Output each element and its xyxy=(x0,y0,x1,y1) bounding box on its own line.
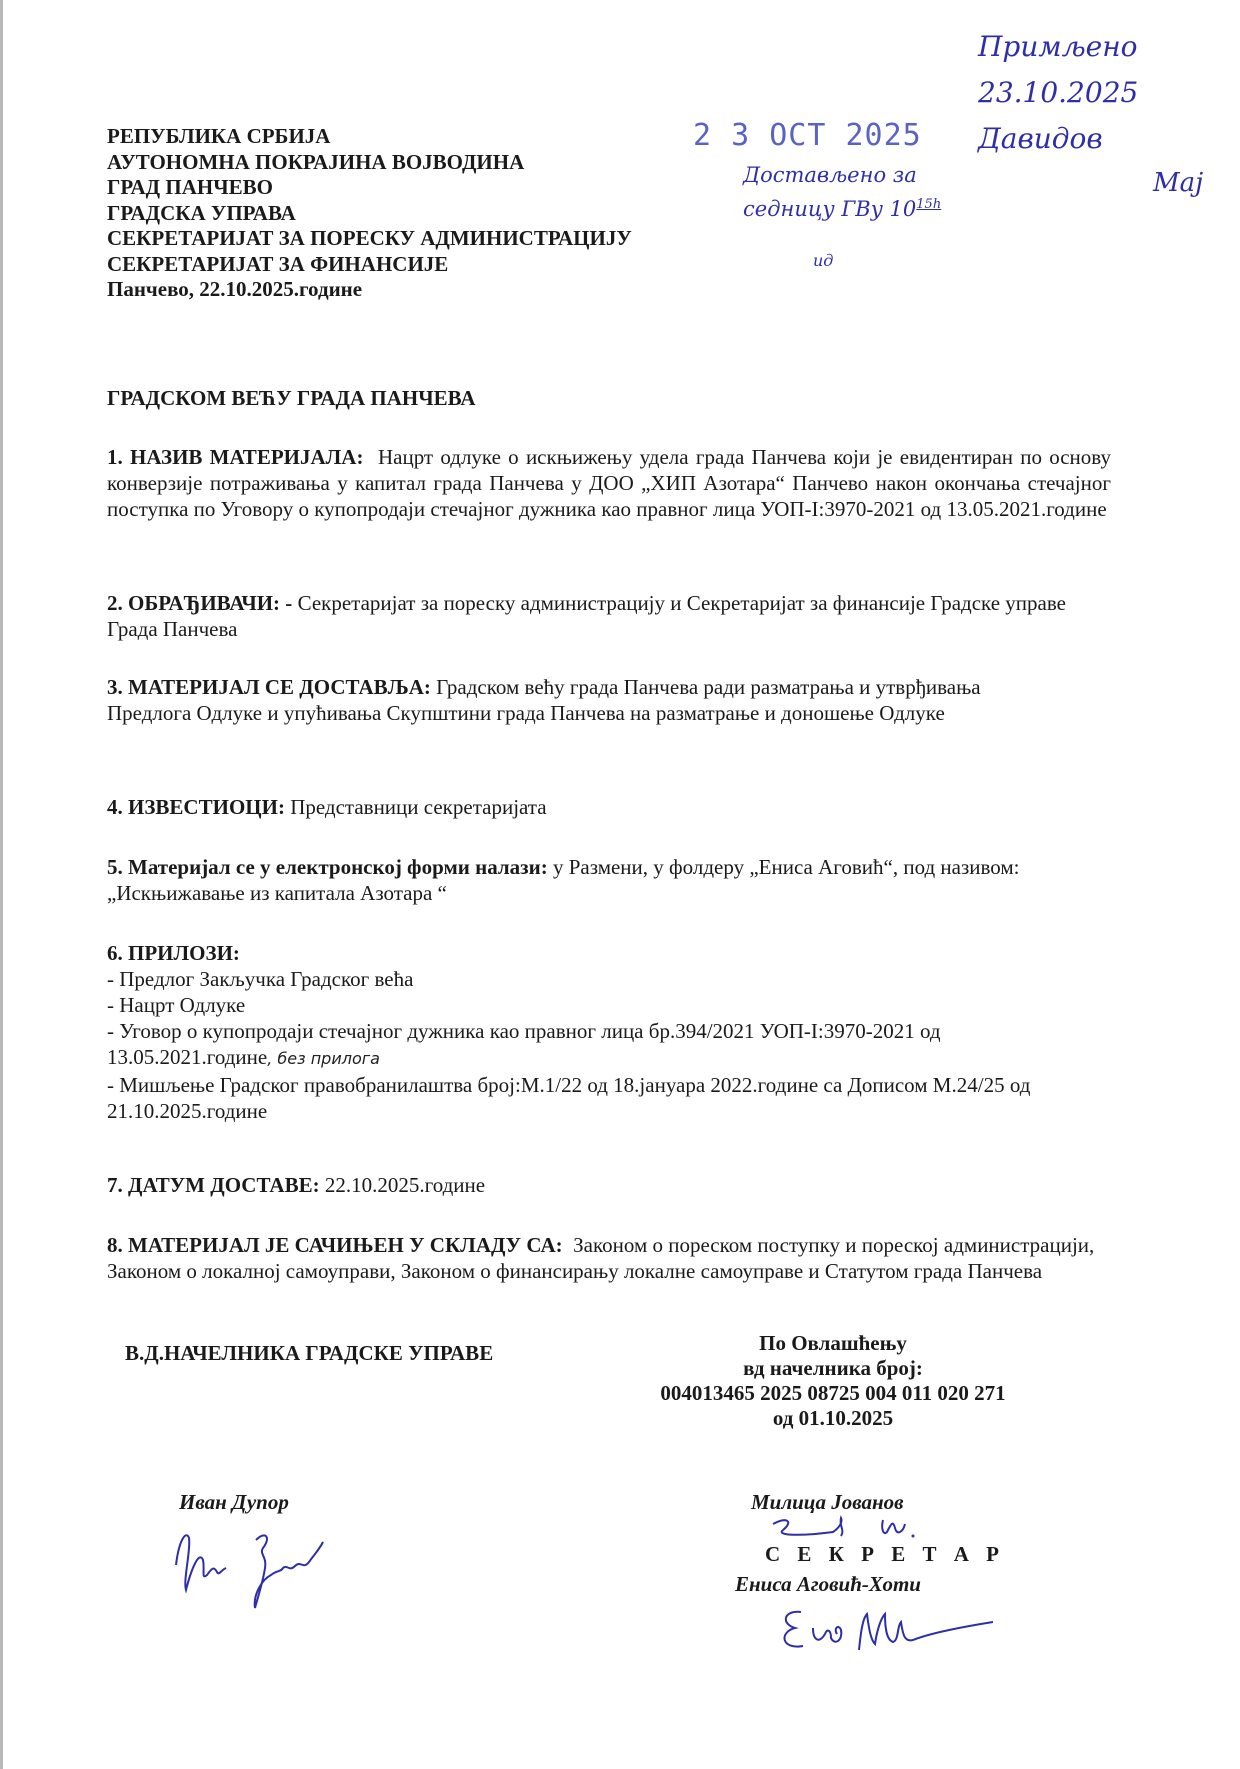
secretary-name: Ениса Аговић-Хоти xyxy=(735,1572,921,1596)
section-reporters xyxy=(107,794,1111,820)
handwritten-note-line-1: Достављено за xyxy=(743,163,917,187)
header-line-city: ГРАД ПАНЧЕВО xyxy=(107,175,273,199)
header-line-place-date: Панчево, 22.10.2025.године xyxy=(107,277,363,301)
header-line-finance-secretariat: СЕКРЕТАРИЈАТ ЗА ФИНАНСИЈЕ xyxy=(107,251,449,276)
header-line-country: РЕПУБЛИКА СРБИЈА xyxy=(107,124,331,148)
handwritten-initials: ид xyxy=(813,251,834,270)
attachment-item: - Мишљење Градског правобранилаштва број:М.1/22 од 18.јануара 2022.године са Дописом М.24/25 од 21.10.2025.године xyxy=(107,1073,1031,1123)
section-7-text: 22.10.2025.године xyxy=(324,1173,486,1197)
document-header xyxy=(107,124,632,303)
authorization-line: По Овлашћењу xyxy=(759,1331,907,1355)
handwritten-note-time-minutes: 15h xyxy=(916,197,942,212)
section-7-label: 7. ДАТУМ ДОСТАВЕ: xyxy=(107,1173,320,1197)
section-5-text: у Размени, у фолдеру „Ениса Аговић“, под називом: „Искњижавање из капитала Азотара “ xyxy=(107,855,1020,905)
section-legal-basis xyxy=(107,1232,1111,1284)
signature-milica-jovanov xyxy=(763,1514,963,1542)
authorization-date: од 01.10.2025 xyxy=(772,1406,894,1430)
header-line-tax-secretariat: СЕКРЕТАРИЈАТ ЗА ПОРЕСКУ АДМИНИСТРАЦИЈУ xyxy=(107,226,632,250)
section-authors xyxy=(107,590,1111,642)
header-line-province: АУТОНОМНА ПОКРАЈИНА ВОЈВОДИНА xyxy=(107,149,525,174)
attachment-item: - Нацрт Одлуке xyxy=(107,993,246,1017)
signatory-left-title: В.Д.НАЧЕЛНИКА ГРАДСКЕ УПРАВЕ xyxy=(125,1341,494,1365)
authorization-line: вд начелника број: xyxy=(743,1356,923,1380)
section-delivery xyxy=(107,674,1037,726)
signature-enisa-agovic-hoti xyxy=(773,1600,1013,1670)
addressee: ГРАДСКОМ ВЕЋУ ГРАДА ПАНЧЕВА xyxy=(107,386,476,410)
signatory-name-ivan-dupor: Иван Дупор xyxy=(179,1490,289,1514)
section-3-text: Градском већу града Панчева ради разматрања и утврђивања Предлога Одлуке и упућивања Скупштини града Панчева на разматрање и доношење Одлуке xyxy=(107,675,981,725)
section-5-label: 5. Материјал се у електронској форми налази: xyxy=(107,855,548,879)
signature-ivan-dupor xyxy=(171,1520,341,1610)
section-8-text: Законом о пореском поступку и пореској администрацији, Законом о локалној самоуправи, Законом о финансирању локалне самоуправе и Статутом града Панчева xyxy=(107,1233,1095,1283)
handwritten-received-note xyxy=(978,24,1138,162)
handwritten-note-line-2: седницу ГВу $10^{15h}$ xyxy=(743,197,942,221)
section-4-text: Представници секретаријата xyxy=(290,795,547,819)
header-line-administration: ГРАДСКА УПРАВА xyxy=(107,200,296,225)
signatory-right-authorization xyxy=(613,1331,1053,1431)
authorization-number: 004013465 2025 08725 004 011 020 271 xyxy=(660,1381,1006,1405)
attachment-item: - Предлог Закључка Градског већа xyxy=(107,967,414,991)
section-delivery-date xyxy=(107,1172,1111,1198)
section-2-label: 2. ОБРАЂИВАЧИ: - xyxy=(107,591,293,615)
section-3-label: 3. МАТЕРИЈАЛ СЕ ДОСТАВЉА: xyxy=(107,675,431,699)
section-1-text: Нацрт одлуке о искњижењу удела града Панчева који је евидентиран по основу конверзије потраживања у капитал града Панчева у ДОО „ХИП Азотара“ Панчево након окончања стечајног поступка по Уговору о купопродаји стечајног дужника као правног лица УОП-I:3970-2021 од 13.05.2021.године xyxy=(107,445,1111,521)
received-date-stamp: 2 3 OCT 2025 xyxy=(693,118,922,153)
section-2-text: Секретаријат за пореску администрацију и Секретаријат за финансије Градске управе Града Панчева xyxy=(107,591,1066,641)
attachment-item: - Уговор о купопродаји стечајног дужника као правног лица бр.394/2021 УОП-I:3970-2021 од 13.05.2021.године, без прилога xyxy=(107,1019,941,1069)
handwritten-without-attachments: , без прилога xyxy=(267,1049,380,1068)
section-attachments xyxy=(107,940,1111,1124)
section-6-label: 6. ПРИЛОЗИ: xyxy=(107,941,240,965)
section-8-label: 8. МАТЕРИЈАЛ ЈЕ САЧИЊЕН У СКЛАДУ СА: xyxy=(107,1233,563,1257)
section-1-label: 1. НАЗИВ МАТЕРИЈАЛА: xyxy=(107,445,364,469)
handwritten-delivery-note xyxy=(743,160,941,224)
section-4-label: 4. ИЗВЕСТИОЦИ: xyxy=(107,795,285,819)
section-material-title xyxy=(107,444,1111,522)
signatory-name-milica-jovanov: Милица Јованов xyxy=(751,1490,904,1514)
handwritten-received-date: 23.10.2025 xyxy=(978,76,1139,109)
secretary-title: С Е К Р Е Т А Р xyxy=(765,1542,1005,1566)
section-electronic-location xyxy=(107,854,1111,906)
handwritten-received-label: Примљено xyxy=(978,30,1138,63)
handwritten-initials-right: Мај xyxy=(1153,168,1204,198)
handwritten-received-name: Давидов xyxy=(978,122,1103,155)
